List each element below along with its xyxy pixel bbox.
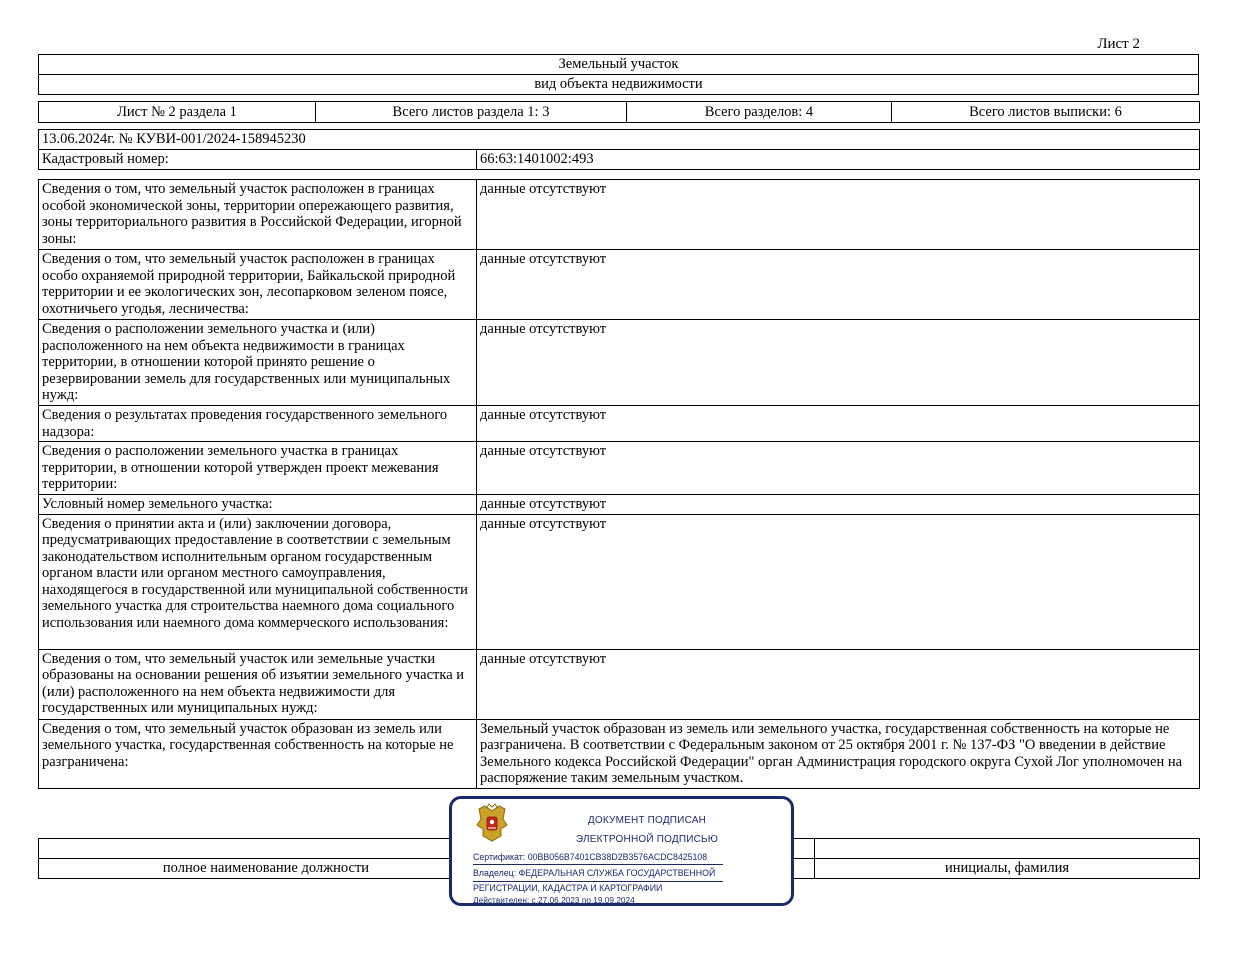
stamp-divider — [473, 881, 723, 882]
stamp-line2: ЭЛЕКТРОННОЙ ПОДПИСЬЮ — [575, 834, 719, 845]
row-label: Сведения о том, что земельный участок расположен в границах особо охраняемой природной территории, Байкальской природной территории и ее экологических зон, лесопарковом зеленом поясе, охотничьего угодья, лесничества: — [39, 250, 477, 320]
summary-total-sheets-section: Всего листов раздела 1: 3 — [316, 102, 627, 123]
name-label: инициалы, фамилия — [815, 859, 1200, 879]
row-value: данные отсутствуют — [477, 649, 1200, 719]
cadastral-value: 66:63:1401002:493 — [477, 150, 1200, 170]
row-value: данные отсутствуют — [477, 514, 1200, 649]
stamp-owner2: РЕГИСТРАЦИИ, КАДАСТРА И КАРТОГРАФИИ — [473, 883, 663, 893]
row-value: данные отсутствуют — [477, 442, 1200, 495]
position-label: полное наименование должности — [39, 859, 494, 879]
coat-of-arms-icon — [473, 803, 511, 843]
summary-total-sections: Всего разделов: 4 — [627, 102, 892, 123]
row-label: Сведения о принятии акта и (или) заключении договора, предусматривающих предоставление в соответствии с земельным законодательством исполнительным органом государственным органом власти или органом местного самоуправления, находящегося в государственной или муниципальной собственности земельного участка для строительства наемного дома социального использования или наемного дома коммерческого использования: — [39, 514, 477, 649]
object-subtitle: вид объекта недвижимости — [38, 74, 1199, 95]
row-value: данные отсутствуют — [477, 250, 1200, 320]
summary-total-sheets-extract: Всего листов выписки: 6 — [892, 102, 1200, 123]
table-row — [39, 406, 1200, 442]
table-row — [39, 180, 1200, 250]
table-row — [39, 495, 1200, 515]
row-label: Сведения о том, что земельный участок или земельные участки образованы на основании решения об изъятии земельного участка и (или) расположенного на нем объекта недвижимости для государственных или муниципальных нужд: — [39, 649, 477, 719]
row-value: данные отсутствуют — [477, 406, 1200, 442]
info-table — [38, 179, 1200, 789]
object-title: Земельный участок — [38, 54, 1199, 75]
table-row — [39, 649, 1200, 719]
stamp-valid: Действителен: с 27.06.2023 по 19.09.2024 — [473, 895, 635, 905]
cadastral-label: Кадастровый номер: — [39, 150, 477, 170]
table-row — [39, 514, 1200, 649]
stamp-owner1: Владелец: ФЕДЕРАЛЬНАЯ СЛУЖБА ГОСУДАРСТВЕННОЙ — [473, 868, 716, 878]
row-label: Сведения о результатах проведения государственного земельного надзора: — [39, 406, 477, 442]
cadastral-table — [38, 129, 1200, 170]
sheet-label: Лист 2 — [1097, 36, 1140, 52]
row-label: Сведения о том, что земельный участок образован из земель или земельного участка, государственная собственность на которые не разграничена: — [39, 719, 477, 788]
signature-blank-cell — [39, 839, 494, 859]
stamp-divider — [473, 864, 723, 865]
summary-table — [38, 101, 1200, 123]
row-value: данные отсутствуют — [477, 495, 1200, 515]
stamp-certificate: Сертификат: 00BB056B7401CB38D2B3576ACDC8425108 — [473, 852, 708, 862]
row-value: данные отсутствуют — [477, 320, 1200, 406]
table-row — [39, 250, 1200, 320]
signature-blank-cell — [815, 839, 1200, 859]
row-label: Сведения о расположении земельного участка и (или) расположенного на нем объекта недвижимости в границах территории, в отношении которой принято решение о резервировании земель для государственных или муниципальных нужд: — [39, 320, 477, 406]
stamp-line1: ДОКУМЕНТ ПОДПИСАН — [587, 815, 707, 826]
row-label: Условный номер земельного участка: — [39, 495, 477, 515]
table-row — [39, 320, 1200, 406]
electronic-signature-stamp — [449, 796, 794, 906]
table-row — [39, 442, 1200, 495]
row-value: данные отсутствуют — [477, 180, 1200, 250]
row-label: Сведения о том, что земельный участок расположен в границах особой экономической зоны, территории опережающего развития, зоны территориального развития в Российской Федерации, игорной зоны: — [39, 180, 477, 250]
summary-sheet-section: Лист № 2 раздела 1 — [39, 102, 316, 123]
row-value: Земельный участок образован из земель или земельного участка, государственная собственность на которые не разграничена. В соответствии с Федеральным законом от 25 октября 2001 г. № 137-ФЗ "О введении в действие Земельного кодекса Российской Федерации" орган Администрация городского округа Сухой Лог уполномочен на распоряжение таким земельным участком. — [477, 719, 1200, 788]
date-number: 13.06.2024г. № КУВИ-001/2024-158945230 — [39, 130, 1200, 150]
table-row — [39, 719, 1200, 788]
row-label: Сведения о расположении земельного участка в границах территории, в отношении которой утвержден проект межевания территории: — [39, 442, 477, 495]
